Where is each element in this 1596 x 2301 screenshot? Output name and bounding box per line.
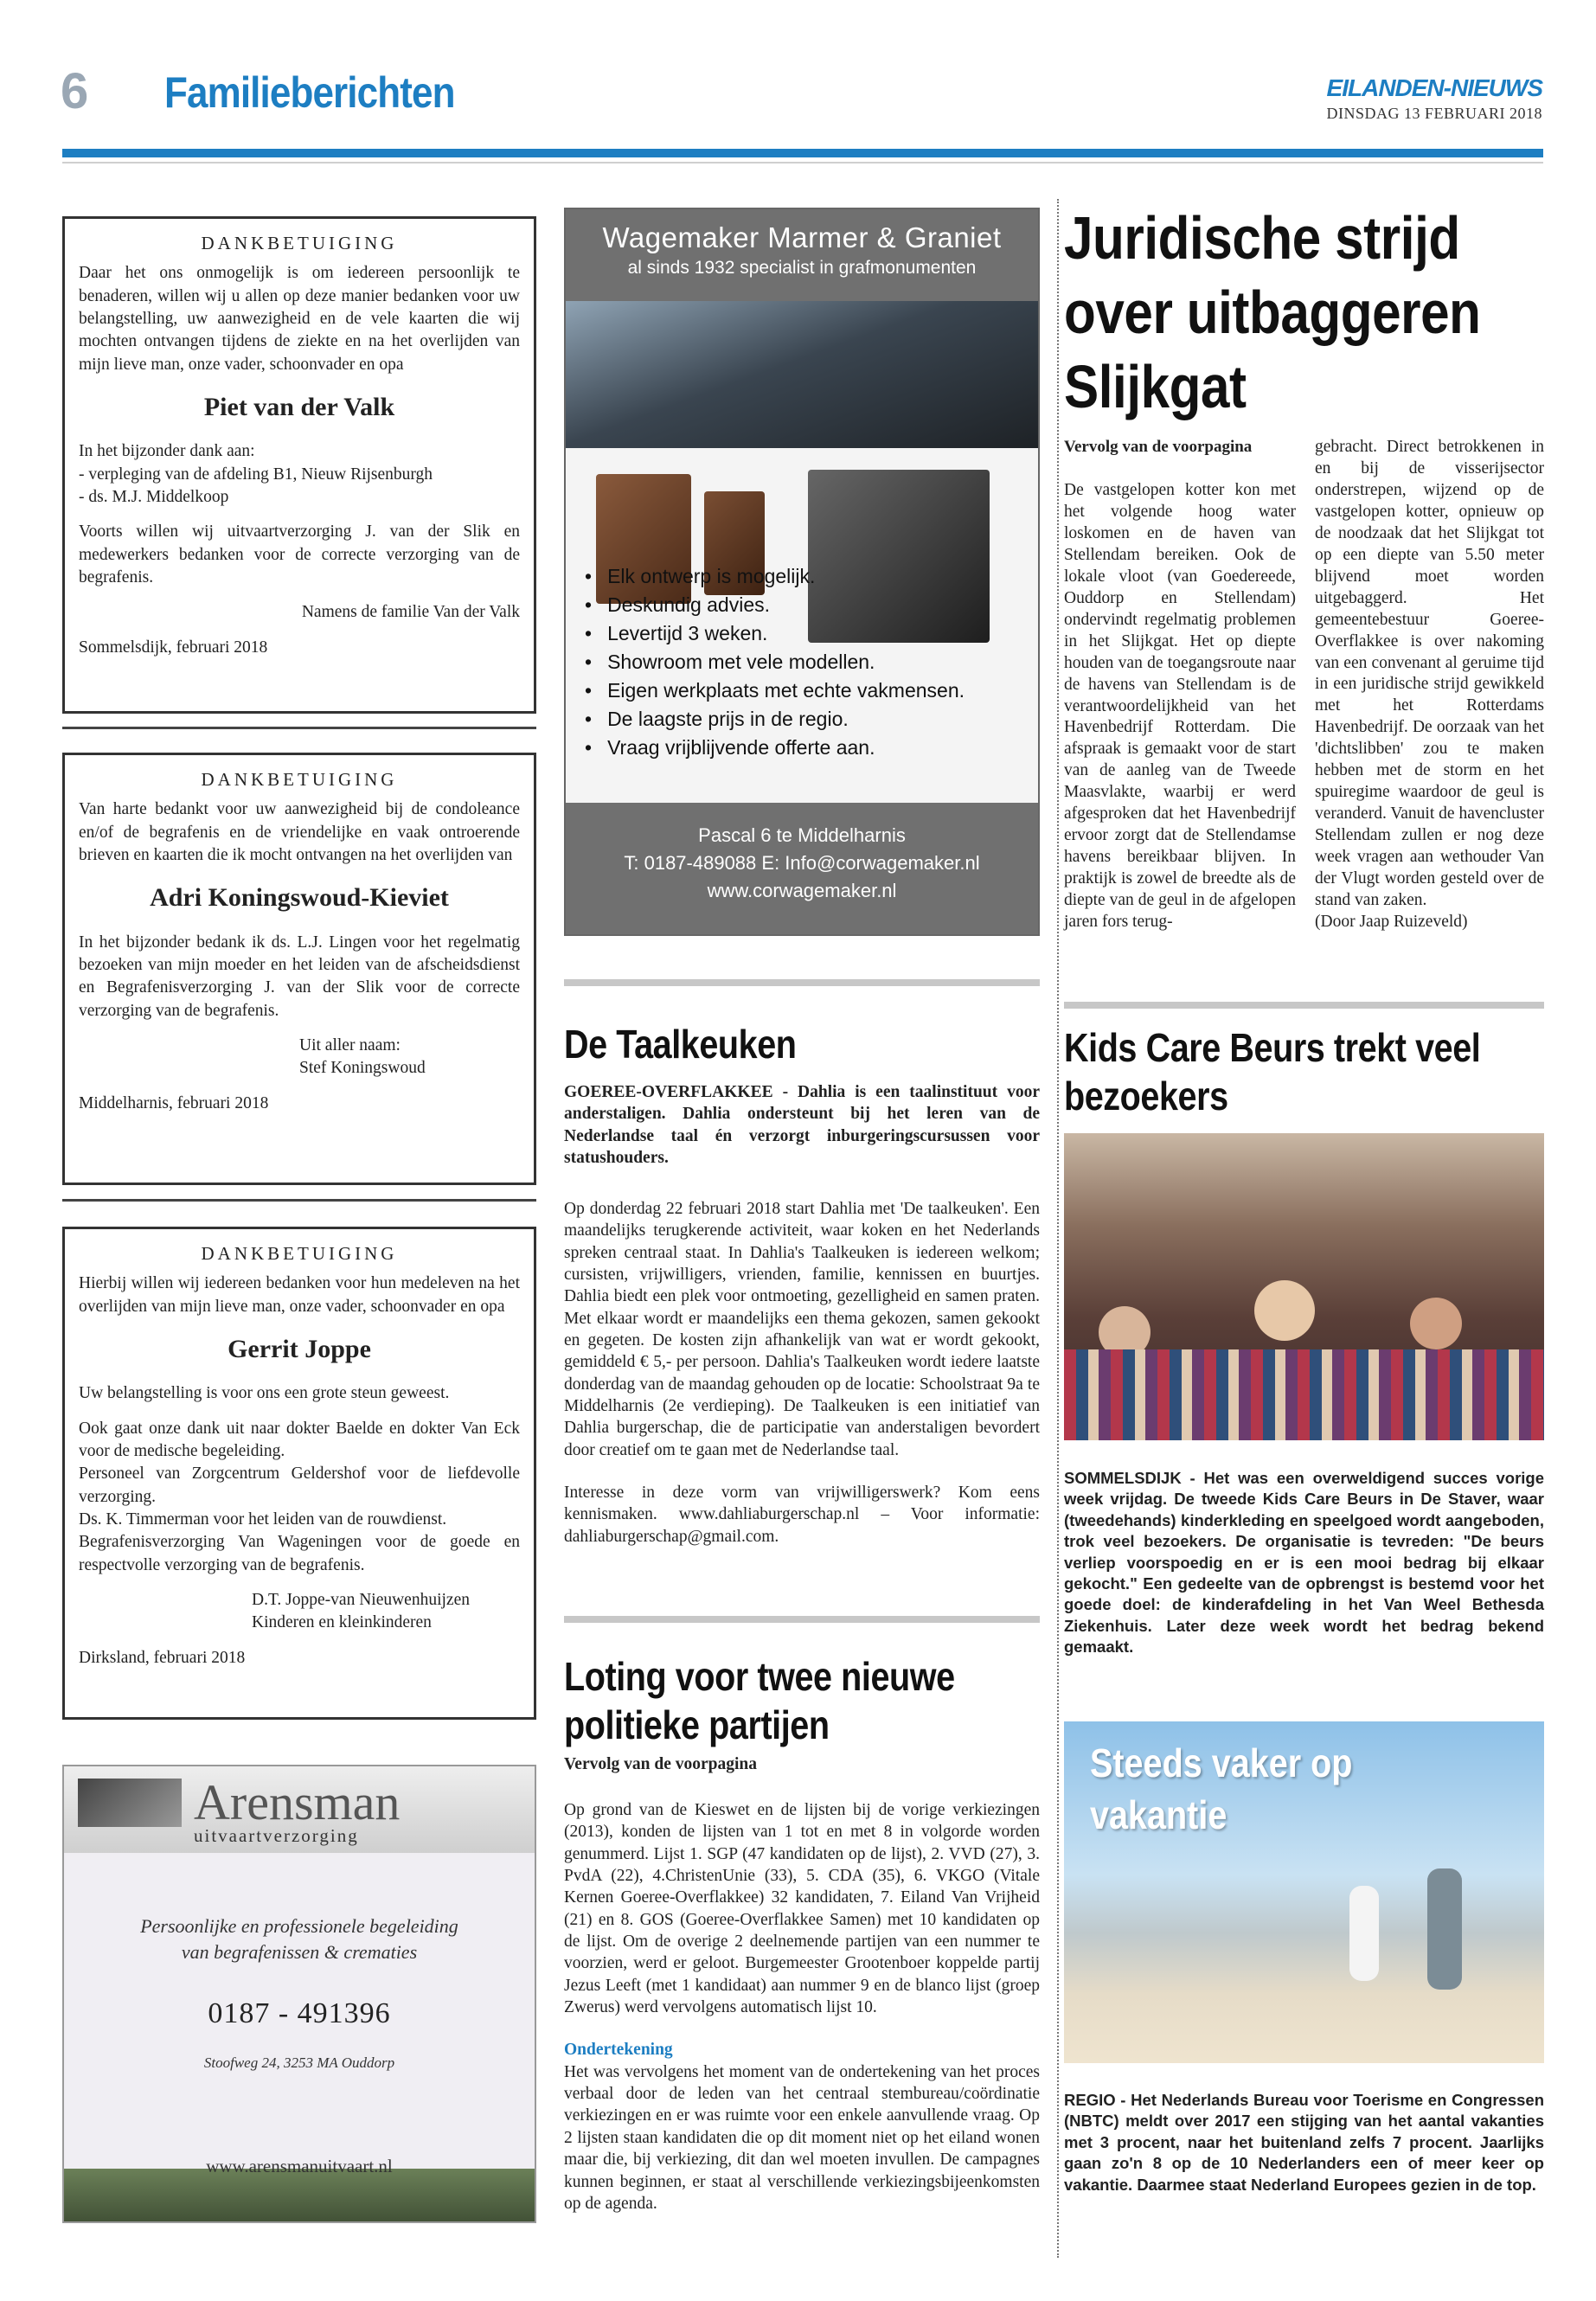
wagemaker-contact <box>566 803 1038 934</box>
arensman-web[interactable]: www.arensmanuitvaart.nl <box>206 2156 393 2176</box>
wagemaker-showroom-photo <box>566 301 1038 448</box>
article-paragraph: gebracht. Direct betrokkenen in en bij de visserijsector onderstrepen, wijzend op de vastgelopen kotter, opnieuw op de noodzaak dat het Slijkgat tot op een diepte van 5.50 meter blijvend moet worden uitgebaggerd. Het gemeentebestuur Goeree-Overflakkee is over nakoming van een convenant al geruime tijd in een juridische strijd gewikkeld met het Rotterdams Havenbedrijf. De oorzaak van het 'dichtslibben' zou te maken hebben met de storm en het spuiregime waardoor de geul is veranderd. Vanuit de havencluster Stellendam zullen er nog deze week vragen aan wethouder Van der Vlugt worden gesteld over de stand van zaken. <box>1315 438 1544 910</box>
notice-paragraph: Voorts willen wij uitvaartverzorging J. van der Slik en medewerkers bedanken voor de correcte verzorging van de begrafenis. <box>79 522 520 586</box>
death-notice-valk <box>62 216 536 714</box>
paper-logo: EILANDEN-NIEUWS <box>1326 74 1542 101</box>
article-byline: (Door Jaap Ruizeveld) <box>1315 912 1468 931</box>
list-item: • Levertijd 3 weken. <box>585 619 965 648</box>
photo-detail <box>1064 1349 1544 1440</box>
page-number: 6 <box>61 63 89 119</box>
wagemaker-title: Wagemaker Marmer & Graniet <box>602 221 1002 253</box>
wagemaker-phone-email[interactable]: T: 0187-489088 E: Info@corwagemaker.nl <box>624 852 980 874</box>
arensman-logo-mark-icon <box>78 1779 182 1827</box>
kids-caption: SOMMELSDIJK - Het was een overweldigend succes vorige week vrijdag. De tweede Kids Care Beurs in De Staver, waar (tweedehands) kinderkleding en speelgoed wordt aangeboden, trok veel bezoekers. De organisatie is tevreden: "De beurs verliep voorspoedig en er is een mooi bedrag bij elkaar gekocht." Een gedeelte van de opbrengst is bestemd voor het goede doel: de kinderafdeling in het Van Weel Bethesda Ziekenhuis. Later deze week wordt het bedrag bekend gemaakt. <box>1064 1469 1544 1657</box>
section-title: Familieberichten <box>164 68 455 117</box>
kids-care-beurs-photo <box>1064 1133 1544 1440</box>
article-paragraph: Interesse in deze vorm van vrijwilligerswerk? Kom eens kennismaken. www.dahliaburgerschap.nl – Voor informatie: dahliaburgerschap@gmail.com. <box>564 1484 1040 1546</box>
notice-name: Piet van der Valk <box>203 392 395 421</box>
wagemaker-subtitle: al sinds 1932 specialist in grafmonumenten <box>627 258 977 278</box>
notice-paragraph: Uw belangstelling is voor ons een grote steun geweest. <box>79 1384 450 1403</box>
wagemaker-web[interactable]: www.corwagemaker.nl <box>707 880 897 901</box>
slijkgat-kicker: Vervolg van de voorpagina <box>1064 438 1253 456</box>
kids-headline: Kids Care Beurs trekt veel bezoekers <box>1064 1025 1481 1118</box>
photo-detail <box>1349 1886 1379 1981</box>
column-separator <box>564 979 1040 986</box>
death-notice-koningswoud <box>62 753 536 1185</box>
article-paragraph: Op grond van de Kieswet en de lijsten bij de vorige verkiezingen (2013), konden de lijsten van 1 tot en met 8 in volgorde worden genummerd. Lijst 1. SGP (47 kandidaten op de lijst), 2. VVD (27), 3. PvdA (22), 4.ChristenUnie (33), 5. CDA (35), 6. VKGO (Vitale Kernen Goeree-Overflakkee) 32 kandidaten, 7. Eiland Van Vrijheid (21) en 8. GOS (Goeree-Overflakkee Samen) met 10 kandidaten op de lijst. Om de overige 2 deelnemende partijen van een nummer te voorzien, werd er geloot. Burgemeester Grootenboer koppelde partij Jezus Leeft (met 1 kandidaat) aan nummer 9 en de blanco lijst (groep Zwerus) werd vervolgens automatisch lijst 10. <box>564 1801 1040 2017</box>
notice-intro: Hierbij willen wij iedereen bedanken voor hun medeleven na het overlijden van mijn lieve man, onze vader, schoonvader en opa <box>79 1274 520 1316</box>
notice-signature: Uit aller naam: Stef Koningswoud <box>299 1036 426 1078</box>
article-paragraph: Op donderdag 22 februari 2018 start Dahlia met 'De taalkeuken'. Een maandelijks terugkerende activiteit, waar koken en het Nederlands spreken centraal staat. In Dahlia's Taalkeuken is iedereen welkom; cursisten, vrijwilligers, vrienden, familie, kennissen en buurtjes. Dahlia biedt een plek voor ontmoeting, gezelligheid en samen praten. Met elkaar wordt er maandelijks een thema gekozen, samen gekookt en gegeten. De kosten zijn afhankelijk van wat er wordt gekookt, gemiddeld € 5,- per persoon. Dahlia's Taalkeuken wordt iedere laatste donderdag van de maandag gehouden op de locatie: Schoolstraat 9a te Middelharnis (2e verdieping). De Taalkeuken is een initiatief van Dahlia burgerschap, die de participatie van anderstaligen bevordert door creatief om te gaan met de Nederlandse taal. <box>564 1200 1040 1459</box>
death-notice-joppe <box>62 1227 536 1720</box>
notice-place: Dirksland, februari 2018 <box>79 1648 246 1667</box>
vakantie-headline: Steeds vaker op vakantie <box>1090 1740 1353 1837</box>
header-rule-thin <box>62 162 1543 163</box>
photo-detail <box>1254 1280 1315 1341</box>
arensman-sub: uitvaartverzorging <box>194 1825 359 1846</box>
article-paragraph: Het was vervolgens het moment van de ondertekening van het proces verbaal door de leden van het centraal stembureau/coördinatie verkiezingen en er was ruimte voor een enkele aanvullende vraag. Op 2 lijsten staan kandidaten die op dit moment niet op het eiland wonen maar die, bij verkiezing, dit dan wel moeten invullen. De campagnes kunnen beginnen, er staat al verschillende verkiezingsbijeenkomsten op de agenda. <box>564 2062 1040 2213</box>
arensman-logo <box>64 1766 535 1853</box>
arensman-phone: 0187 - 491396 <box>208 1997 391 2030</box>
column-divider <box>1057 199 1059 2258</box>
vakantie-beach-photo <box>1064 1721 1544 2063</box>
list-item: • Elk ontwerp is mogelijk. <box>585 562 965 591</box>
photo-detail <box>1410 1298 1462 1349</box>
list-item: • De laagste prijs in de regio. <box>585 705 965 734</box>
wagemaker-benefits-list <box>585 562 965 762</box>
notice-paragraph: In het bijzonder bedank ik ds. L.J. Lingen voor het regelmatig bezoeken van mijn moeder en het leiden van de afscheidsdienst en Begrafenisverzorging J. van der Slik voor de correcte verzorging van de begrafenis. <box>79 933 520 1020</box>
loting-kicker: Vervolg van de voorpagina <box>564 1755 758 1773</box>
slijkgat-headline: Juridische strijd over uitbaggeren Slijkgat <box>1064 204 1481 420</box>
column-separator <box>1064 1002 1544 1009</box>
taalkeuken-body <box>564 1198 1040 1568</box>
photo-detail <box>1427 1868 1462 1990</box>
arensman-address: Stoofweg 24, 3253 MA Ouddorp <box>203 2054 395 2072</box>
slijkgat-column-1: De vastgelopen kotter kon met het volgende hoog water loskomen en de haven van Stellendam bereiken. Ook de lokale vloot (van Goedereede, Ouddorp en Stellendam) ondervindt regelmatig problemen in het Slijkgat. Het op diepte houden van de toegangsroute naar de havens van Stellendam is de verantwoordelijkheid van het Havenbedrijf Rotterdam. Die afspraak is gemaakt voor de start van de aanleg van de Tweede Maasvlakte, waarbij er werd afgesproken dat het Havenbedrijf ervoor zorgt dat de Stellendamse havens bereikbaar blijven. In praktijk is zowel de breedte als de diepte van de geul in de afgelopen jaren fors terug- <box>1064 481 1296 932</box>
wagemaker-banner <box>566 209 1038 301</box>
notice-paragraph: Ook gaat onze dank uit naar dokter Baelde en dokter Van Eck voor de medische begeleiding. Personeel van Zorgcentrum Geldershof voor de liefdevolle verzorging. Ds. K. Timmerman voor het leiden van de rouwdienst. Begrafenisverzorging Van Wageningen voor de goede en respectvolle verzorging van de begrafenis. <box>79 1419 520 1574</box>
notice-name: Adri Koningswoud-Kieviet <box>150 883 449 913</box>
notice-heading: DANKBETUIGING <box>201 233 398 253</box>
notice-divider <box>62 727 536 729</box>
notice-name: Gerrit Joppe <box>228 1334 371 1363</box>
notice-intro: Van harte bedankt voor uw aanwezigheid bij de condoleance en/of de begrafenis en de vriendelijke en vaak ontroerende brieven en kaarten die ik mocht ontvangen na het overlijden van <box>79 800 520 864</box>
column-separator <box>564 1616 1040 1623</box>
notice-intro: Daar het ons onmogelijk is om iedereen persoonlijk te benaderen, willen wij u allen op deze manier bedanken voor uw belangstelling, uw aanwezigheid en de vele kaarten die wij mochten ontvangen tijdens de ziekte en na het overlijden van mijn lieve man, onze vader, schoonvader en opa <box>79 264 520 374</box>
arensman-tagline: Persoonlijke en professionele begeleiding van begrafenissen & crematies <box>140 1915 458 1963</box>
list-item: • Showroom met vele modellen. <box>585 648 965 676</box>
article-subhead: Ondertekening <box>564 2041 673 2060</box>
loting-body <box>564 1799 1040 2214</box>
arensman-name: Arensman <box>194 1774 401 1830</box>
notice-heading: DANKBETUIGING <box>201 769 398 790</box>
arensman-ad[interactable] <box>62 1765 536 2223</box>
list-item: • Vraag vrijblijvende offerte aan. <box>585 734 965 762</box>
slijkgat-column-2 <box>1315 437 1544 933</box>
paper-date: DINSDAG 13 FEBRUARI 2018 <box>1326 105 1542 122</box>
wagemaker-address: Pascal 6 te Middelharnis <box>698 824 906 846</box>
wagemaker-ad[interactable] <box>564 208 1040 936</box>
notice-divider <box>62 1199 536 1202</box>
notice-heading: DANKBETUIGING <box>201 1243 398 1264</box>
taalkeuken-headline: De Taalkeuken <box>564 1022 797 1067</box>
notice-place: Middelharnis, februari 2018 <box>79 1093 269 1112</box>
notice-signature: D.T. Joppe-van Nieuwenhuijzen Kinderen en kleinkinderen <box>252 1590 470 1632</box>
list-item: • Deskundig advies. <box>585 591 965 619</box>
vakantie-caption: REGIO - Het Nederlands Bureau voor Toerisme en Congressen (NBTC) meldt over 2017 een stijging van het aantal vakanties met 3 procent, naar het buitenland zelfs 7 procent. Jaarlijks gaan zo'n 8 op de 10 Nederlanders een of meer keer op vakantie. Daarmee staat Nederland Europees gezien in de top. <box>1064 2091 1544 2194</box>
notice-place: Sommelsdijk, februari 2018 <box>79 638 268 657</box>
taalkeuken-lead: GOEREE-OVERFLAKKEE - Dahlia is een taalinstituut voor anderstaligen. Dahlia ondersteunt bij het leren van de Nederlandse taal én verzorgt inburgeringscursussen voor statushouders. <box>564 1083 1040 1168</box>
header-rule <box>62 149 1543 157</box>
notice-signature: Namens de familie Van der Valk <box>301 603 520 622</box>
notice-paragraph: In het bijzonder dank aan: - verpleging van de afdeling B1, Nieuw Rijsenburgh - ds. M.J. Middelkoop <box>79 442 433 507</box>
list-item: • Eigen werkplaats met echte vakmensen. <box>585 676 965 705</box>
loting-headline: Loting voor twee nieuwe politieke partijen <box>564 1654 955 1747</box>
